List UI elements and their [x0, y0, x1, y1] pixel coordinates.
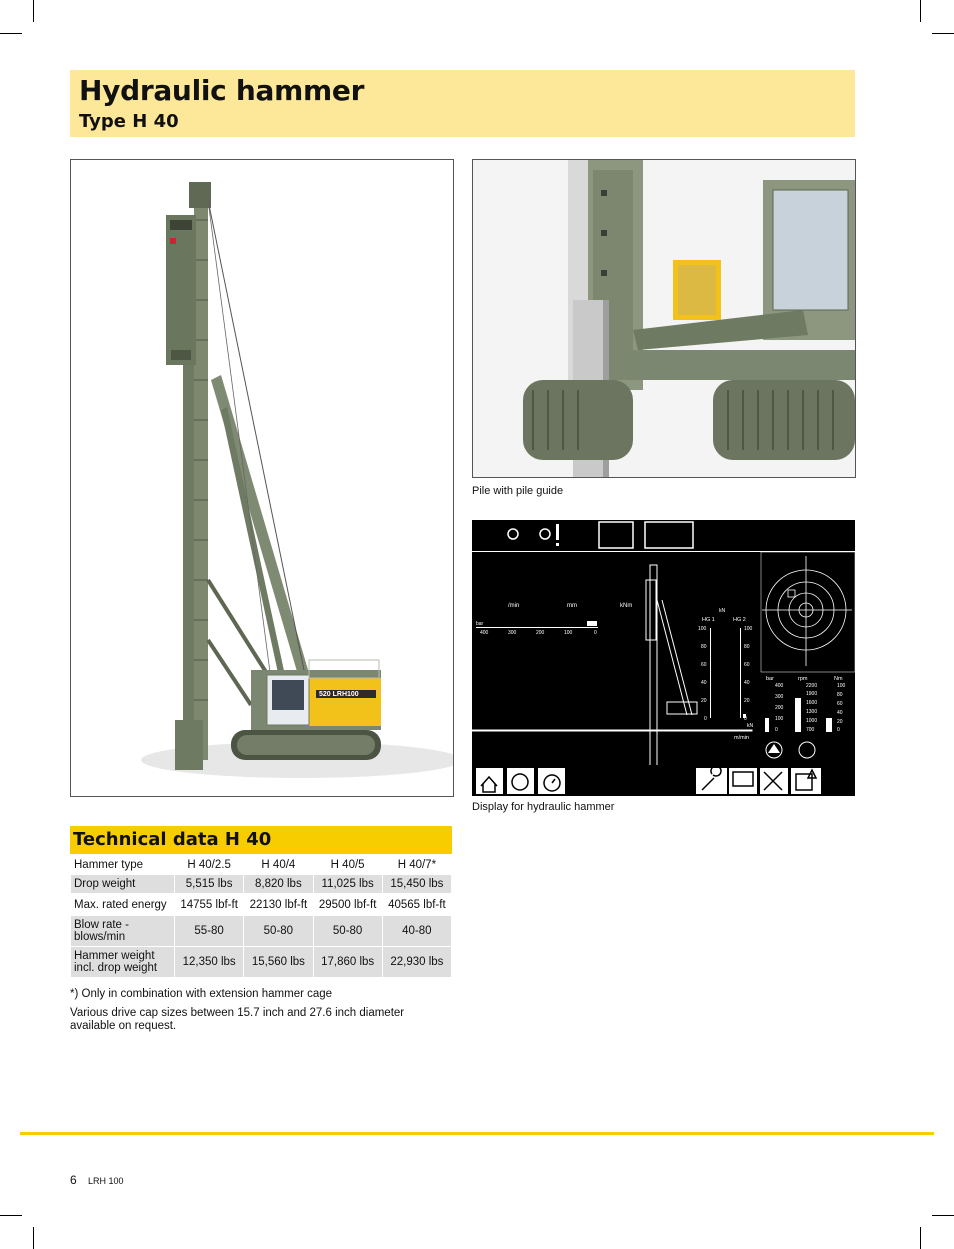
gauge-nm-tick: 0	[837, 727, 840, 733]
home-button[interactable]	[476, 768, 503, 794]
table-cell: 14755 lbf-ft	[175, 894, 244, 916]
table-cell: 11,025 lbs	[313, 875, 382, 894]
table-row	[71, 916, 452, 947]
pile-guide-image	[472, 159, 856, 478]
hg2-tick: 0	[744, 716, 747, 722]
table-row	[71, 947, 452, 978]
hg2-tick: 40	[744, 680, 750, 686]
page-subtitle: Type H 40	[79, 111, 179, 132]
gauge-nm-tick: 40	[837, 710, 843, 716]
energy-unit: kNm	[620, 603, 633, 609]
crop-mark	[920, 1227, 921, 1249]
table-cell: 40-80	[382, 916, 451, 947]
row-label: Hammer weight incl. drop weight	[71, 947, 175, 978]
bar-tick: 200	[536, 630, 545, 636]
gauge-rpm-tick: 700	[806, 727, 815, 733]
hg1-tick: 40	[701, 680, 707, 686]
row-label: Drop weight	[71, 875, 175, 894]
crop-mark	[920, 0, 921, 22]
hg1-tick: 80	[701, 644, 707, 650]
table-cell: 8,820 lbs	[244, 875, 313, 894]
technical-data-title: Technical data H 40	[73, 829, 272, 850]
bar-tick: 100	[564, 630, 573, 636]
table-cell: 22,930 lbs	[382, 947, 451, 978]
table-cell: 50-80	[313, 916, 382, 947]
gauge-nm-tick: 100	[837, 683, 846, 689]
gauge-rpm-tick: 1900	[806, 691, 818, 697]
crop-mark	[0, 33, 22, 34]
table-cell: 15,450 lbs	[382, 875, 451, 894]
technical-data-header	[70, 826, 452, 854]
hg2-tick: 20	[744, 698, 750, 704]
pile-guide-illustration	[473, 160, 855, 477]
force-unit: kN	[747, 723, 754, 729]
table-cell: H 40/7*	[382, 856, 451, 875]
speed2-unit: m/min	[734, 735, 749, 741]
gauge-bar-tick: 300	[775, 694, 784, 700]
gauge-nm-tick: 20	[837, 719, 843, 725]
table-cell: H 40/2.5	[175, 856, 244, 875]
rig-image	[70, 159, 454, 797]
page-title: Hydraulic hammer	[79, 74, 365, 107]
row-label: Blow rate - blows/min	[71, 916, 175, 947]
table-cell: 17,860 lbs	[313, 947, 382, 978]
gauge-rpm-tick: 1600	[806, 700, 818, 706]
display-caption: Display for hydraulic hammer	[472, 801, 615, 813]
hg2-tick: 80	[744, 644, 750, 650]
table-cell: H 40/5	[313, 856, 382, 875]
model-name: LRH 100	[88, 1176, 124, 1186]
table-cell: 12,350 lbs	[175, 947, 244, 978]
gauge-nm-tick: 80	[837, 692, 843, 698]
bar-tick: 400	[480, 630, 489, 636]
pile-guide-caption: Pile with pile guide	[472, 485, 564, 497]
gauge-header-nm: Nm	[834, 676, 843, 682]
gauge-rpm-tick: 1300	[806, 709, 818, 715]
bar-tick: 0	[594, 630, 597, 636]
timer-button[interactable]	[538, 768, 565, 794]
gauge-header-rpm: rpm	[798, 676, 808, 682]
hg2-tick: 100	[744, 626, 753, 632]
hg2-tick: 60	[744, 662, 750, 668]
table-row	[71, 875, 452, 894]
crop-mark	[33, 1227, 34, 1249]
bar-tick: 300	[508, 630, 517, 636]
table-cell: 50-80	[244, 916, 313, 947]
table-row	[71, 856, 452, 875]
gauge-rpm-tick: 2200	[806, 683, 818, 689]
gauge-bar-tick: 400	[775, 683, 784, 689]
pile-rig-illustration	[71, 160, 453, 796]
gauge-bar-tick: 200	[775, 705, 784, 711]
table-cell: 22130 lbf-ft	[244, 894, 313, 916]
table-cell: H 40/4	[244, 856, 313, 875]
page-header	[70, 70, 855, 137]
footnote: *) Only in combination with extension hammer cage	[70, 988, 333, 1000]
row-label: Hammer type	[71, 856, 175, 875]
hammer-display-image	[472, 520, 855, 796]
table-row	[71, 894, 452, 916]
gauge-rpm-tick: 1000	[806, 718, 818, 724]
hg1-tick: 100	[698, 626, 707, 632]
table-cell: 55-80	[175, 916, 244, 947]
hg1-tick: 0	[704, 716, 707, 722]
hg1-tick: 20	[701, 698, 707, 704]
speed-unit: /min	[508, 603, 520, 609]
technical-data-table	[70, 855, 452, 978]
hg1-label: HG 1	[702, 617, 715, 623]
page-number: 6	[70, 1173, 77, 1187]
crop-mark	[33, 0, 34, 22]
gauge-bar-tick: 0	[775, 727, 778, 733]
hg2-label: HG 2	[733, 617, 746, 623]
display-screen	[472, 520, 855, 796]
gauge-nm-tick: 60	[837, 701, 843, 707]
crop-mark	[0, 1215, 22, 1216]
hg1-tick: 60	[701, 662, 707, 668]
table-cell: 40565 lbf-ft	[382, 894, 451, 916]
gauge-bar-tick: 100	[775, 716, 784, 722]
force-unit: kN	[719, 608, 726, 614]
crop-mark	[932, 1215, 954, 1216]
table-cell: 5,515 lbs	[175, 875, 244, 894]
table-cell: 15,560 lbs	[244, 947, 313, 978]
bar-label: bar	[476, 621, 484, 627]
drive-cap-note: Various drive cap sizes between 15.7 inch and 27.6 inch diameter available on request.	[70, 1007, 405, 1032]
row-label: Max. rated energy	[71, 894, 175, 916]
footer-rule	[20, 1132, 934, 1135]
table-cell: 29500 lbf-ft	[313, 894, 382, 916]
rig-label: 520 LRH100	[319, 691, 359, 698]
travel-unit: mm	[567, 603, 577, 609]
gauge-header-bar: bar	[766, 676, 774, 682]
crop-mark	[932, 33, 954, 34]
